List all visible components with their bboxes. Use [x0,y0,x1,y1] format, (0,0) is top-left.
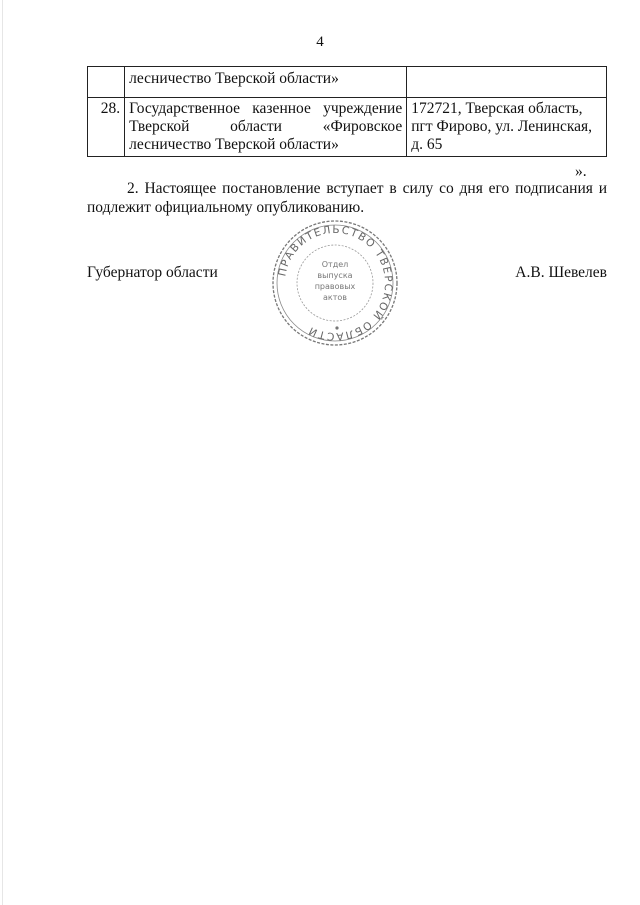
signer-title: Губернатор области [87,264,218,281]
decree-paragraph [87,179,607,217]
row-number-cell [88,67,125,98]
address-cell [407,67,607,98]
registry-table [87,66,607,157]
paragraph-text: 2. Настоящее постановление вступает в силу со дня его подписания и подлежит официальному опубликованию. [87,180,607,216]
seal-ring-text: ПРАВИТЕЛЬСТВО ТВЕРСКОЙ ОБЛАСТИ [276,223,395,343]
table-row [88,67,607,98]
page-edge-line [2,0,3,905]
address-cell: 172721, Тверская область, пгт Фирово, ул. Ленинская, д. 65 [407,98,607,157]
closing-quote: ». [575,163,587,180]
seal-center-line: Отдел [321,260,349,269]
table-row [88,98,607,157]
seal-center-line: выпуска [317,271,353,280]
official-seal-stamp [270,218,400,348]
institution-name-cell: Государственное казенное учреждение Тверской области «Фировское лесничество Тверской области» [125,98,407,157]
seal-center-line: правовых [314,282,356,291]
signer-name: А.В. Шевелев [515,264,607,281]
row-number-cell: 28. [88,98,125,157]
seal-center-line: актов [322,293,348,302]
page-number: 4 [316,34,324,50]
institution-name-cell: лесничество Тверской области» [125,67,407,98]
